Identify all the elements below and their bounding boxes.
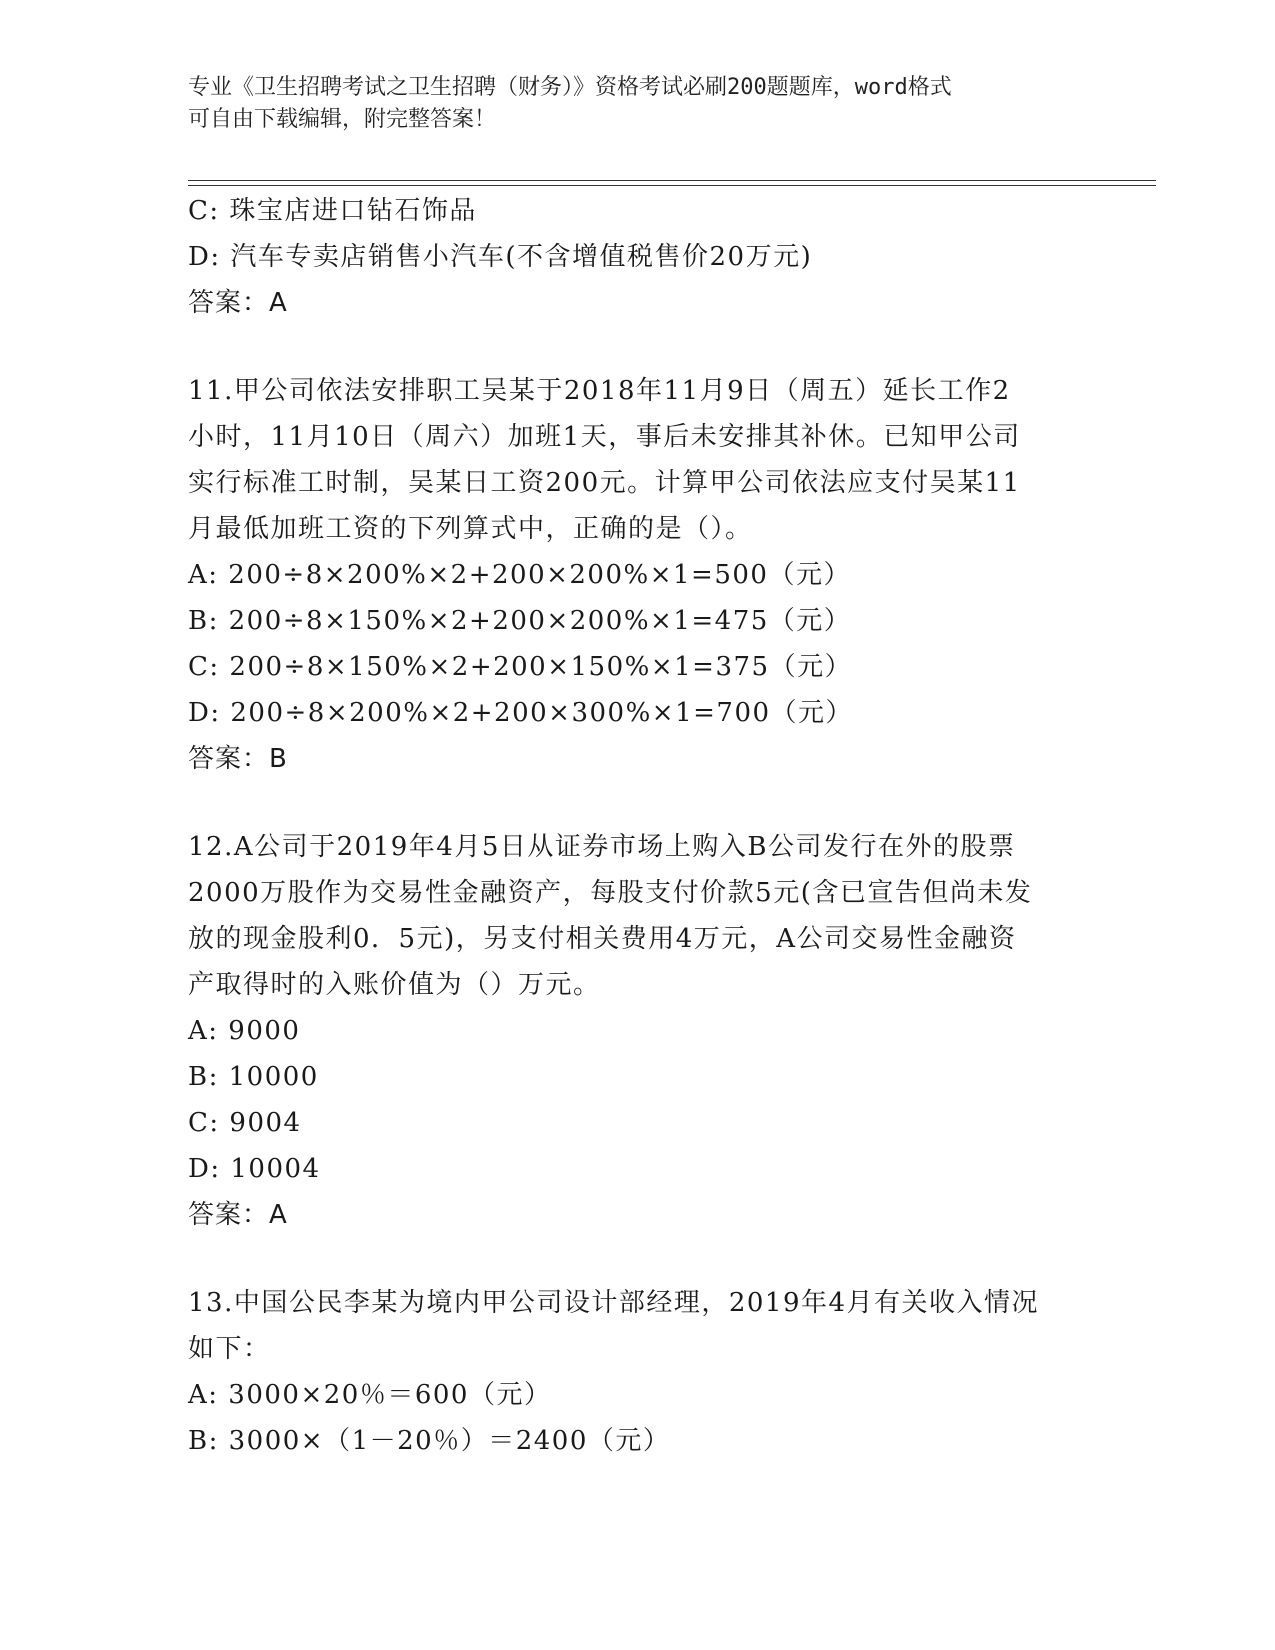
question-stem-line: 如下： bbox=[188, 1334, 271, 1364]
question-stem-line: 2000万股作为交易性金融资产，每股支付价款5元(含已宣告但尚未发 bbox=[188, 878, 1033, 908]
question-stem-line: 放的现金股利0．5元)，另支付相关费用4万元，A公司交易性金融资 bbox=[188, 924, 1017, 954]
question-stem-line: 实行标准工时制，吴某日工资200元。计算甲公司依法应支付吴某11 bbox=[188, 468, 1021, 498]
option-b: B: 10000 bbox=[188, 1062, 319, 1092]
option-d: D: 10004 bbox=[188, 1154, 321, 1184]
option-c: C: 200÷8×150%×2+200×150%×1=375（元） bbox=[188, 652, 853, 682]
option-a: A: 9000 bbox=[188, 1016, 301, 1046]
header-line-2: 可自由下载编辑，附完整答案！ bbox=[188, 107, 497, 132]
question-11 bbox=[188, 368, 1088, 782]
option-b: B: 3000×（1－20％）＝2400（元） bbox=[188, 1426, 671, 1456]
answer-line: 答案：A bbox=[188, 288, 288, 318]
question-stem-line: 11.甲公司依法安排职工吴某于2018年11月9日（周五）延长工作2 bbox=[188, 376, 1011, 406]
question-13 bbox=[188, 1280, 1088, 1464]
prev-question-tail bbox=[188, 188, 1088, 326]
option-d: D: 200÷8×200%×2+200×300%×1=700（元） bbox=[188, 698, 854, 728]
question-stem-line: 13.中国公民李某为境内甲公司设计部经理，2019年4月有关收入情况 bbox=[188, 1288, 1040, 1318]
question-stem-line: 产取得时的入账价值为（）万元。 bbox=[188, 970, 601, 1000]
header-line-1: 专业《卫生招聘考试之卫生招聘（财务）》资格考试必刷200题题库，word格式 bbox=[188, 75, 952, 100]
question-stem-line: 月最低加班工资的下列算式中，正确的是（）。 bbox=[188, 514, 753, 544]
page-header bbox=[188, 72, 1088, 136]
question-stem-line: 12.A公司于2019年4月5日从证券市场上购入B公司发行在外的股票 bbox=[188, 832, 1016, 862]
document-body bbox=[188, 188, 1088, 1464]
answer-line: 答案：B bbox=[188, 744, 288, 774]
question-stem-line: 小时，11月10日（周六）加班1天，事后未安排其补休。已知甲公司 bbox=[188, 422, 1021, 452]
question-12 bbox=[188, 824, 1088, 1238]
option-a: A: 3000×20％＝600（元） bbox=[188, 1380, 552, 1410]
option-c: C: 9004 bbox=[188, 1108, 302, 1138]
answer-line: 答案：A bbox=[188, 1200, 288, 1230]
header-double-rule bbox=[188, 180, 1156, 186]
option-b: B: 200÷8×150%×2+200×200%×1=475（元） bbox=[188, 606, 852, 636]
option-c: C: 珠宝店进口钻石饰品 bbox=[188, 196, 477, 226]
option-d: D: 汽车专卖店销售小汽车(不含增值税售价20万元) bbox=[188, 242, 813, 272]
option-a: A: 200÷8×200%×2+200×200%×1=500（元） bbox=[188, 560, 851, 590]
